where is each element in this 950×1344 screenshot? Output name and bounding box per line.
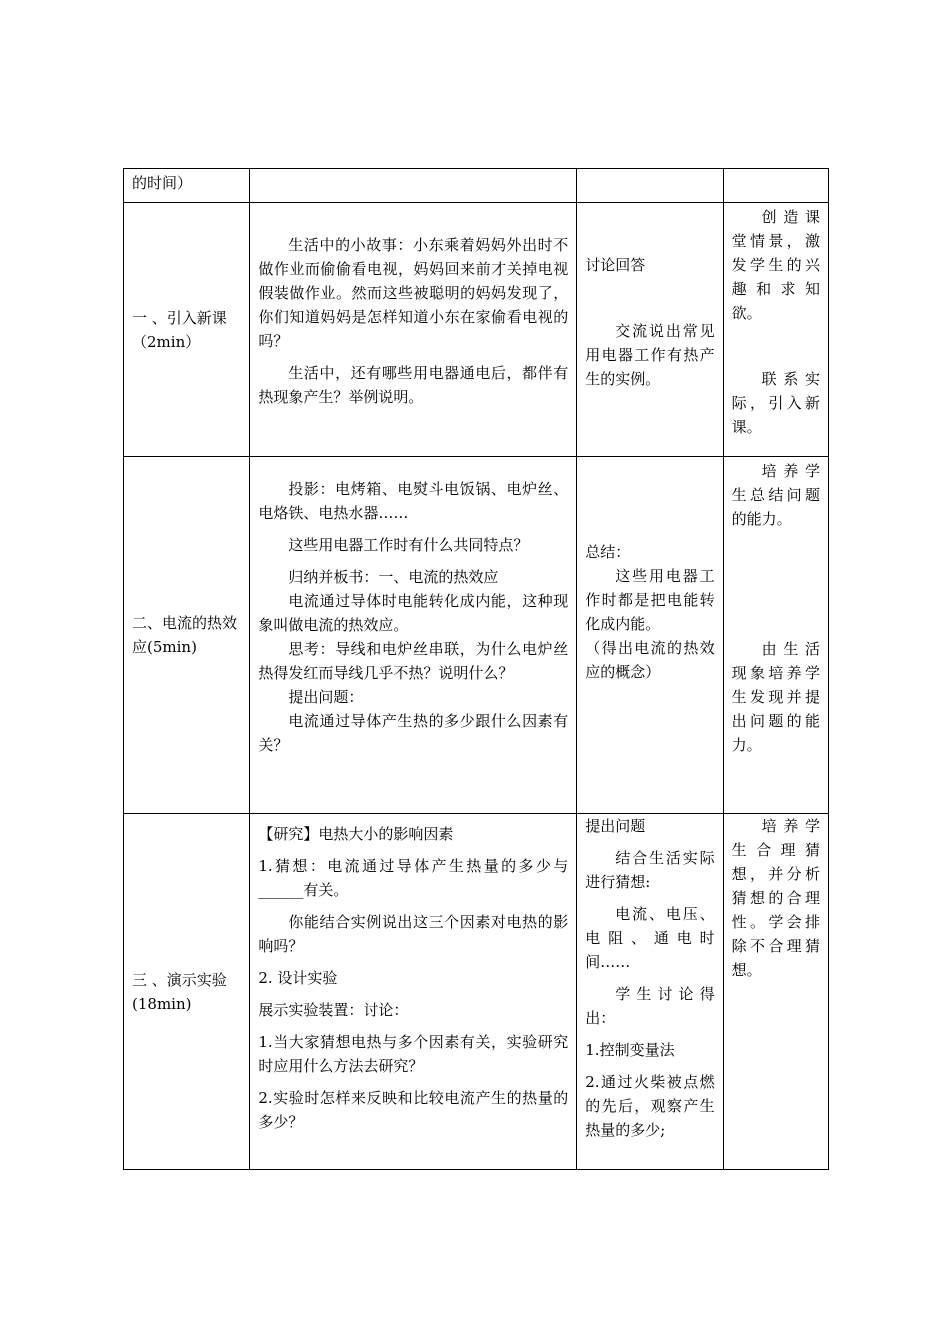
intent-text: 培养学生合理猜想，并分析猜想的合理性。学会排除不合理猜想。 bbox=[731, 817, 820, 979]
teacher-text: 2. 设计实验 bbox=[258, 969, 338, 987]
teacher-text: 2.实验时怎样来反映和比较电流产生的热量的多少？ bbox=[258, 1089, 569, 1131]
teacher-text: 你能结合实例说出这三个因素对电热的影响吗？ bbox=[258, 913, 569, 955]
teacher-text: 电流通过导体时电能转化成内能，这种现象叫做电流的热效应。 bbox=[258, 592, 569, 634]
teacher-text: 【研究】电热大小的影响因素 bbox=[258, 825, 454, 843]
table-row bbox=[124, 169, 829, 203]
table-row bbox=[124, 814, 829, 1170]
teacher-text: 这些用电器工作时有什么共同特点？ bbox=[288, 536, 529, 554]
table-row bbox=[124, 203, 829, 457]
student-text: 讨论回答 bbox=[585, 256, 646, 274]
teacher-text: 1.猜想：电流通过导体产生热量的多少与______有关。 bbox=[258, 857, 569, 899]
student-text: 总结： bbox=[585, 543, 631, 561]
student-text: 1.控制变量法 bbox=[585, 1041, 675, 1059]
teacher-text: 生活中，还有哪些用电器通电后，都伴有热现象产生？举例说明。 bbox=[258, 364, 569, 406]
student-text: 2.通过火柴被点燃的先后，观察产生热量的多少; bbox=[585, 1073, 715, 1139]
intent-text: 由生活现象培养学生发现并提出问题的能力。 bbox=[731, 640, 820, 754]
student-activity-cell bbox=[577, 814, 723, 1170]
stage-cell bbox=[124, 169, 250, 203]
student-activity-cell bbox=[577, 203, 723, 457]
teacher-text: 生活中的小故事：小东乘着妈妈外出时不做作业而偷偷看电视，妈妈回来前才关掉电视假装做作业。然而这些被聪明的妈妈发现了，你们知道妈妈是怎样知道小东在家偷看电视的吗？ bbox=[258, 236, 569, 350]
student-text: 电流、电压、电阻、通电时间…… bbox=[585, 905, 715, 971]
student-activity-cell bbox=[577, 457, 723, 814]
student-text: 提出问题 bbox=[585, 817, 646, 835]
stage-label: 二、电流的热效应(5min) bbox=[132, 614, 238, 656]
stage-label: 三 、演示实验(18min) bbox=[132, 970, 227, 1013]
teacher-text: 投影：电烤箱、电熨斗电饭锅、电炉丝、电烙铁、电热水器…… bbox=[258, 480, 569, 522]
teacher-activity-cell bbox=[250, 814, 577, 1170]
stage-cell bbox=[124, 203, 250, 457]
intent-text: 联系实际，引入新课。 bbox=[731, 370, 820, 436]
lesson-plan-table bbox=[123, 168, 829, 1170]
design-intent-cell bbox=[723, 203, 828, 457]
student-activity-cell bbox=[577, 169, 723, 203]
teacher-text: 1.当大家猜想电热与多个因素有关，实验研究时应用什么方法去研究？ bbox=[258, 1033, 569, 1075]
student-text: （得出电流的热效应的概念） bbox=[585, 639, 715, 681]
intent-text: 创造课堂情景，激发学生的兴趣和求知欲。 bbox=[731, 208, 820, 322]
design-intent-cell bbox=[723, 169, 828, 203]
student-text: 交流说出常见用电器工作有热产生的实例。 bbox=[585, 322, 715, 388]
teacher-text: 展示实验装置：讨论： bbox=[258, 1001, 409, 1019]
teacher-text: 提出问题： bbox=[288, 688, 364, 706]
teacher-activity-cell bbox=[250, 203, 577, 457]
teacher-text: 思考：导线和电炉丝串联，为什么电炉丝热得发红而导线几乎不热？说明什么？ bbox=[258, 640, 569, 682]
stage-label: 的时间） bbox=[132, 174, 193, 192]
student-text: 学生讨论得出： bbox=[585, 985, 715, 1027]
design-intent-cell bbox=[723, 457, 828, 814]
teacher-activity-cell bbox=[250, 457, 577, 814]
teacher-text: 归纳并板书：一、电流的热效应 bbox=[288, 568, 499, 586]
teacher-text: 电流通过导体产生热的多少跟什么因素有关？ bbox=[258, 712, 569, 754]
intent-text: 培养学生总结问题的能力。 bbox=[731, 462, 820, 528]
stage-cell bbox=[124, 814, 250, 1170]
stage-cell bbox=[124, 457, 250, 814]
stage-label: 一 、引入新课（2min） bbox=[132, 308, 227, 351]
design-intent-cell bbox=[723, 814, 828, 1170]
teacher-activity-cell bbox=[250, 169, 577, 203]
student-text: 这些用电器工作时都是把电能转化成内能。 bbox=[585, 567, 715, 633]
student-text: 结合生活实际进行猜想: bbox=[585, 849, 715, 891]
table-row bbox=[124, 457, 829, 814]
